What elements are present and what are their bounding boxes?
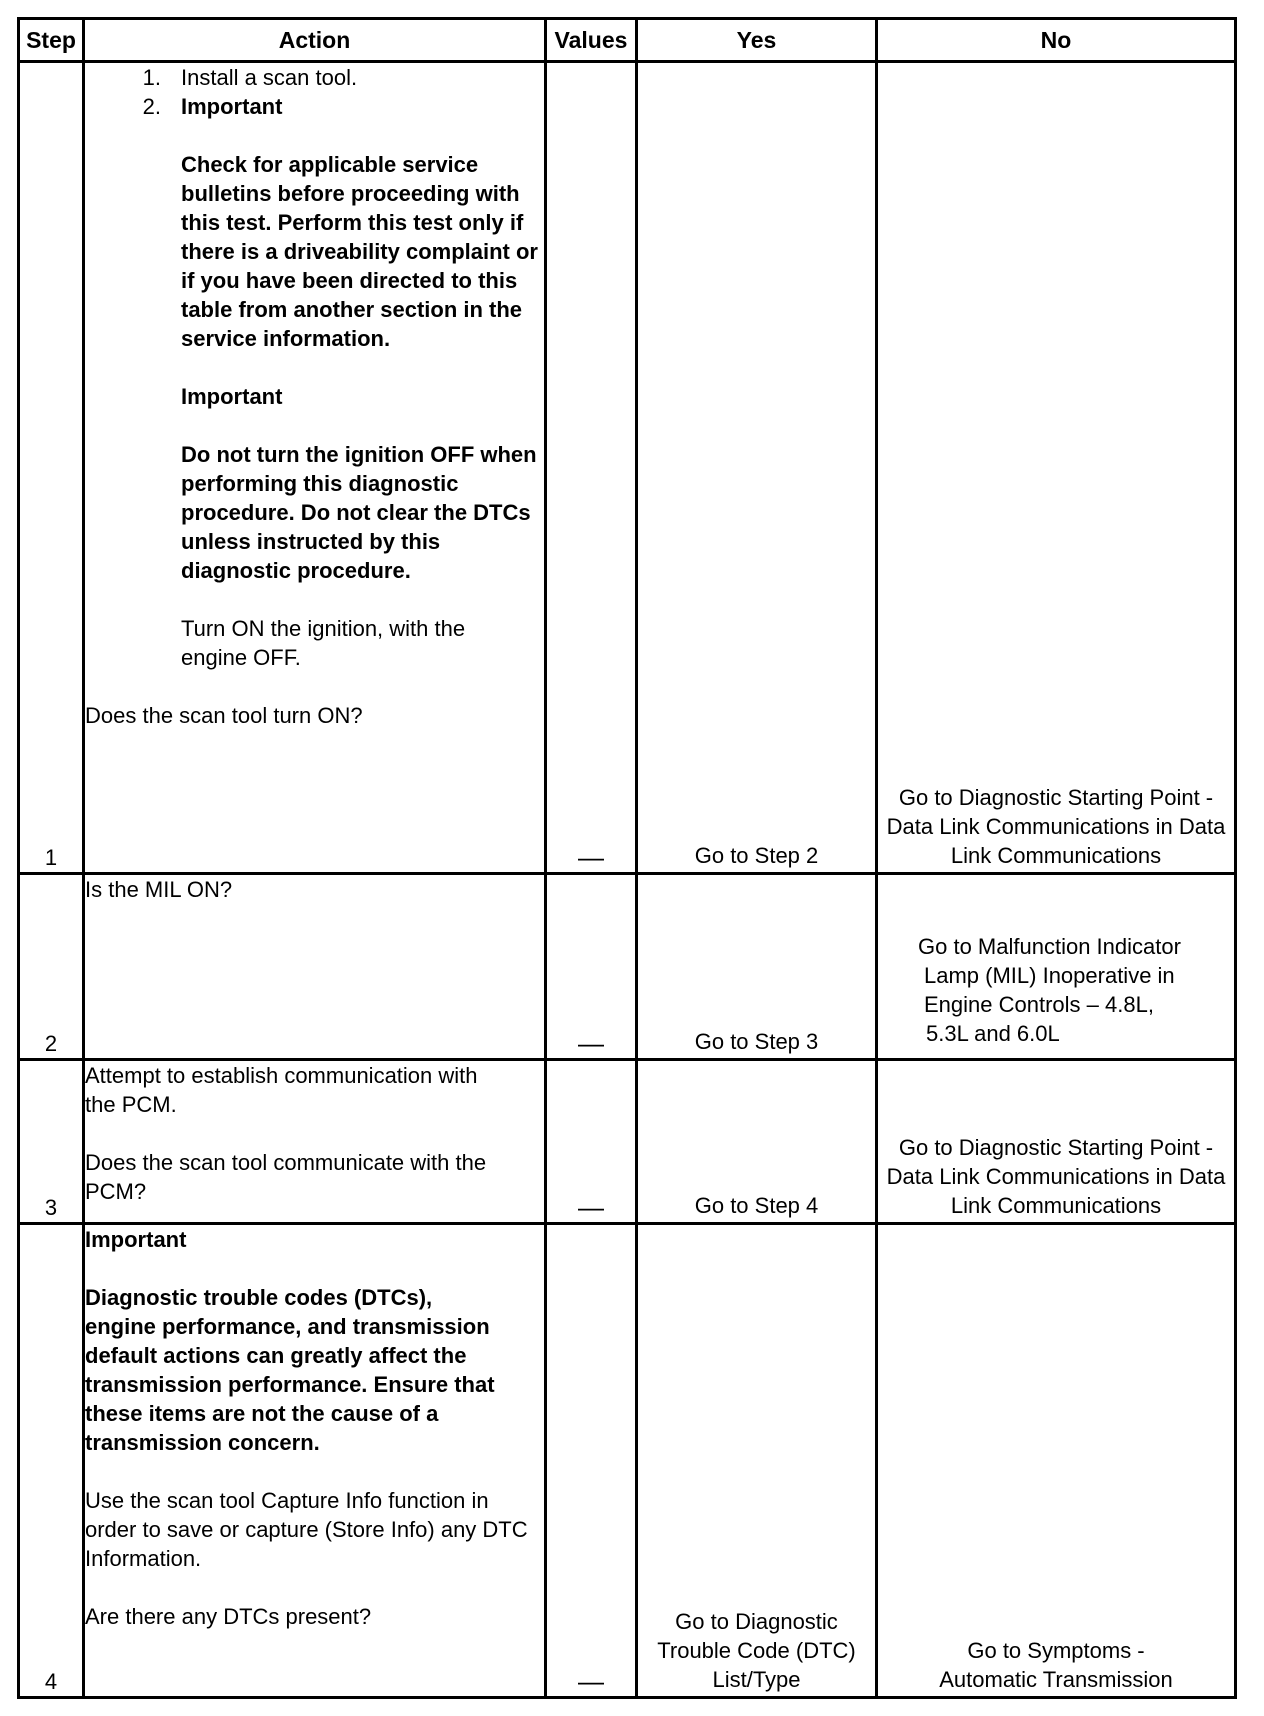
action-cell [84,873,546,1059]
no-link-line: 5.3L and 6.0L [926,1020,1060,1046]
action-list [85,63,544,121]
header-no: No [877,19,1236,62]
header-row [19,19,1236,62]
no-cell [877,62,1236,874]
header-yes: Yes [637,19,877,62]
question-text: Does the scan tool communicate with the PCM? [85,1149,487,1204]
list-number: 2. [142,94,161,119]
step-number: 2 [19,873,84,1059]
no-link[interactable] [918,932,1234,1048]
no-link-line: Go to Malfunction Indicator [918,933,1181,959]
diagnostic-table [17,17,1237,1699]
list-text: Install a scan tool. [181,65,358,90]
values-cell: — [546,62,637,874]
yes-link[interactable]: Go to Step 2 [694,842,819,868]
no-link[interactable]: Go to Diagnostic Starting Point - Data Link Communications in Data Link Communications [886,784,1226,868]
action-cell [84,62,546,874]
no-cell [877,1059,1236,1223]
table-row [19,1223,1236,1697]
no-cell [877,873,1236,1059]
list-number: 1. [142,65,161,90]
no-link[interactable]: Go to Symptoms - Automatic Transmission [939,1638,1173,1692]
yes-cell [637,873,877,1059]
table-row [19,1059,1236,1223]
yes-cell [637,1059,877,1223]
list-item [85,92,544,121]
action-cell [84,1059,546,1223]
important-note: Check for applicable service bulletins before proceeding with this test. Perform this test only if there is a driveability complaint or if you have been directed to this table from another section in the service information. [181,152,538,351]
yes-link[interactable]: Go to Step 3 [694,1028,819,1054]
no-link-line: Engine Controls – 4.8L, [924,991,1154,1017]
important-note: Do not turn the ignition OFF when performing this diagnostic procedure. Do not clear the DTCs unless instructed by this diagnostic procedure. [181,442,537,583]
important-note: Diagnostic trouble codes (DTCs), engine performance, and transmission default actions can greatly affect the transmission performance. Ensure that these items are not the cause of a transmission concern. [85,1284,495,1455]
table-row [19,62,1236,874]
instruction-text: Use the scan tool Capture Info function in order to save or capture (Store Info) any DTC Information. [85,1487,528,1571]
values-cell: — [546,873,637,1059]
yes-link[interactable]: Go to Diagnostic Trouble Code (DTC) List/Type [657,1609,856,1692]
important-label: Important [181,384,283,409]
values-cell: — [546,1059,637,1223]
yes-cell [637,1223,877,1697]
question-text: Are there any DTCs present? [85,1603,372,1629]
question-text: Is the MIL ON? [85,876,233,902]
list-item [85,63,544,92]
header-values: Values [546,19,637,62]
table-row [19,873,1236,1059]
instruction-text: Attempt to establish communication with the PCM. [85,1062,478,1117]
action-cell [84,1223,546,1697]
values-cell: — [546,1223,637,1697]
step-number: 1 [19,62,84,874]
instruction-text: Turn ON the ignition, with the engine OFF. [181,616,466,670]
important-label: Important [85,1226,187,1252]
step-number: 3 [19,1059,84,1223]
no-link[interactable]: Go to Diagnostic Starting Point - Data Link Communications in Data Link Communications [886,1134,1226,1218]
yes-cell [637,62,877,874]
header-step: Step [19,19,84,62]
important-label: Important [181,94,283,119]
yes-link[interactable]: Go to Step 4 [694,1192,819,1218]
header-action: Action [84,19,546,62]
no-cell [877,1223,1236,1697]
step-number: 4 [19,1223,84,1697]
no-link-line: Lamp (MIL) Inoperative in [924,962,1175,988]
question-text: Does the scan tool turn ON? [85,703,363,728]
